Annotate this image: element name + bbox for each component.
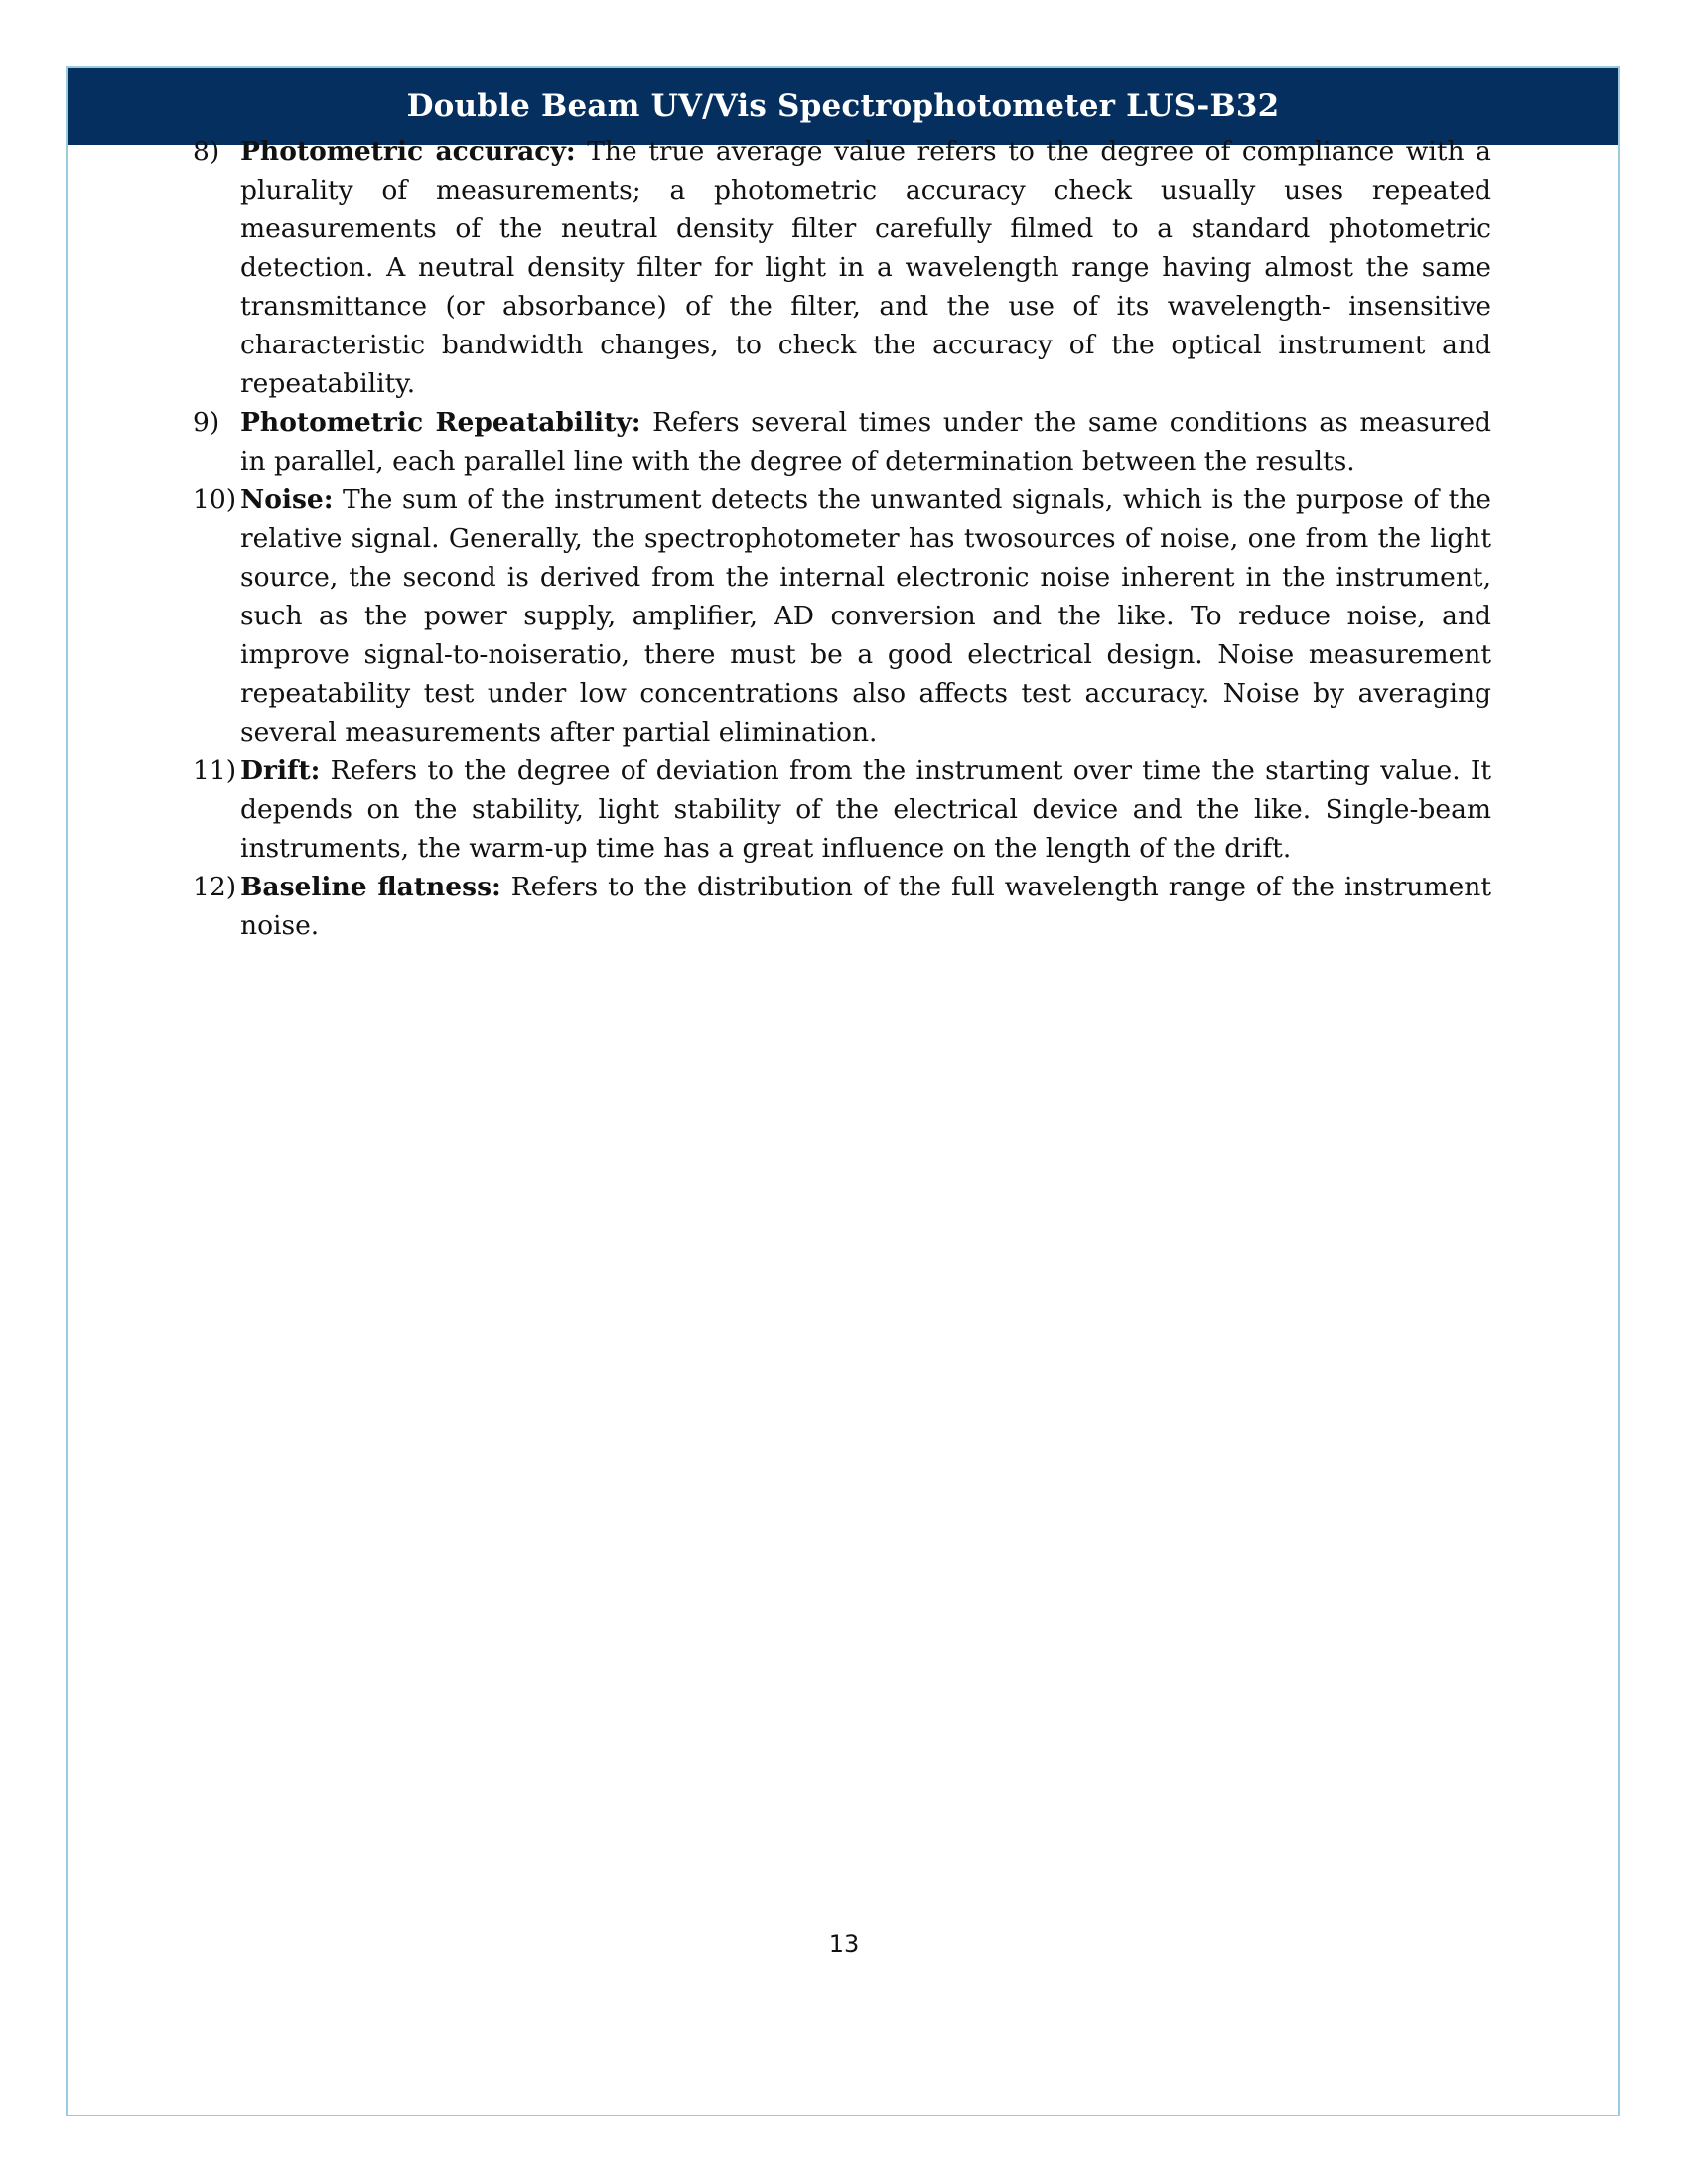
item-term: Noise: xyxy=(240,484,334,515)
spec-definitions-list xyxy=(193,132,1491,945)
item-number: 10) xyxy=(193,484,237,515)
item-term: Baseline flatness: xyxy=(240,872,501,902)
item-body xyxy=(240,403,1491,480)
list-item xyxy=(193,868,1491,945)
item-body xyxy=(240,132,1491,403)
item-text: The sum of the instrument detects the unwanted signals, which is the purpose of the relative signal. Generally, the spectrophotometer has twosources of noise, one from the light source, the second is derived from the internal electronic noise inherent in the instrument, such as the power supply, amplifier, AD conversion and the like. To reduce noise, and improve signal-to-noiseratio, there must be a good electrical design. Noise measurement repeatability test under low concentrations also affects test accuracy. Noise by averaging several measurements after partial elimination. xyxy=(240,484,1491,748)
item-text: Refers to the degree of deviation from the instrument over time the starting value. It depends on the stability, light stability of the electrical device and the like. Single-beam instruments, the warm-up time has a great influence on the length of the drift. xyxy=(240,755,1491,864)
item-term: Photometric Repeatability: xyxy=(240,407,641,438)
list-item xyxy=(193,480,1491,751)
item-term: Photometric accuracy: xyxy=(240,136,576,167)
list-item xyxy=(193,403,1491,480)
item-text: The true average value refers to the degree of compliance with a plurality of measurements; a photometric accuracy check usually uses repeated measurements of the neutral density filter carefully filmed to a standard photometric detection. A neutral density filter for light in a wavelength range having almost the same transmittance (or absorbance) of the filter, and the use of its wavelength- insensitive characteristic bandwidth changes, to check the accuracy of the optical instrument and repeatability. xyxy=(240,136,1491,399)
item-text: Refers to the distribution of the full wavelength range of the instrument noise. xyxy=(240,872,1491,941)
item-body xyxy=(240,868,1491,945)
list-item xyxy=(193,132,1491,403)
item-number: 12) xyxy=(193,872,237,902)
list-item xyxy=(193,751,1491,868)
item-body xyxy=(240,480,1491,751)
page-title: Double Beam UV/Vis Spectrophotometer LUS-B32 xyxy=(406,88,1280,124)
item-number: 11) xyxy=(193,755,237,786)
item-term: Drift: xyxy=(240,755,321,786)
item-number: 9) xyxy=(193,407,220,438)
item-number: 8) xyxy=(193,136,220,167)
item-text: Refers several times under the same conditions as measured in parallel, each parallel line with the degree of determination between the results. xyxy=(240,407,1491,477)
item-body xyxy=(240,751,1491,868)
page-number: 13 xyxy=(828,1930,860,1958)
